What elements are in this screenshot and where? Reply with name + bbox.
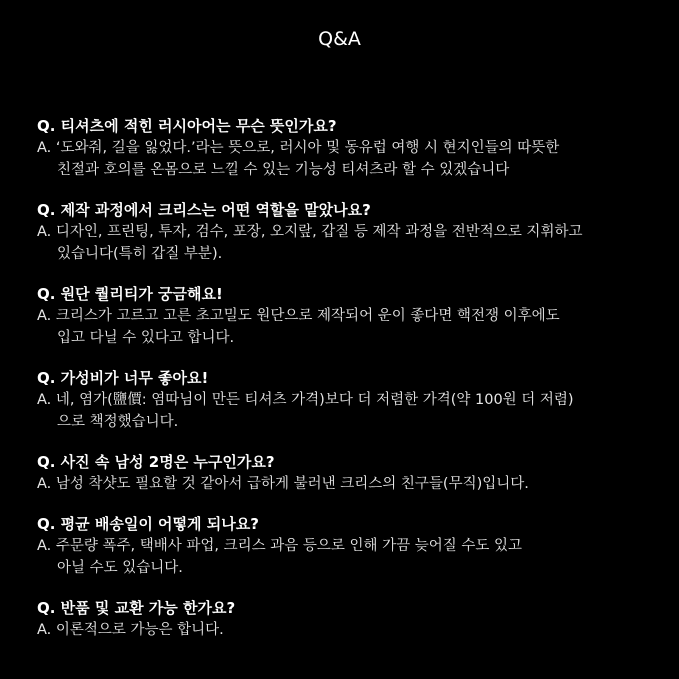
faq-item [37,367,657,433]
faq-item [37,115,657,181]
faq-item [37,513,657,579]
faq-answer [37,221,657,265]
faq-answer-line: 아닐 수도 있습니다. [57,560,183,576]
faq-question: Q. 가성비가 너무 좋아요! [37,369,209,387]
faq-answer [37,535,657,579]
faq-answer [37,473,657,495]
faq-answer-line: A. 주문량 폭주, 택배사 파업, 크리스 과음 등으로 인해 가끔 늦어질 수도 있고 [37,538,523,554]
faq-answer [37,137,657,181]
faq-item [37,451,657,495]
faq-answer-line: 으로 책정했습니다. [57,414,179,430]
faq-item [37,597,657,641]
faq-question: Q. 티셔츠에 적힌 러시아어는 무슨 뜻인가요? [37,117,337,135]
faq-answer-line: 있습니다(특히 갑질 부분). [57,246,223,262]
faq-answer-line: A. 이론적으로 가능은 합니다. [37,622,224,638]
faq-item [37,283,657,349]
faq-question: Q. 원단 퀄리티가 궁금해요! [37,285,223,303]
faq-question: Q. 사진 속 남성 2명은 누구인가요? [37,453,275,471]
page-title: Q&A [318,28,361,50]
faq-question: Q. 제작 과정에서 크리스는 어떤 역할을 맡았나요? [37,201,371,219]
faq-list [37,115,657,659]
faq-question: Q. 평균 배송일이 어떻게 되나요? [37,515,259,533]
faq-answer [37,619,657,641]
faq-answer-line: A. 네, 염가(鹽價: 염따님이 만든 티셔츠 가격)보다 더 저렴한 가격(약 100원 더 저렴) [37,392,574,408]
faq-answer-line: A. ‘도와줘, 길을 잃었다.’라는 뜻으로, 러시아 및 동유럽 여행 시 현지인들의 따뜻한 [37,140,560,156]
faq-answer [37,305,657,349]
faq-item [37,199,657,265]
faq-answer-line: 입고 다닐 수 있다고 합니다. [57,330,235,346]
faq-answer-line: A. 크리스가 고르고 고른 초고밀도 원단으로 제작되어 운이 좋다면 핵전쟁 이후에도 [37,308,560,324]
faq-answer-line: A. 디자인, 프린팅, 투자, 검수, 포장, 오지랖, 갑질 등 제작 과정을 전반적으로 지휘하고 [37,224,583,240]
faq-answer-line: 친절과 호의를 온몸으로 느낄 수 있는 기능성 티셔츠라 할 수 있겠습니다 [57,162,510,178]
faq-answer-line: A. 남성 착샷도 필요할 것 같아서 급하게 불러낸 크리스의 친구들(무직)입니다. [37,476,529,492]
faq-question: Q. 반품 및 교환 가능 한가요? [37,599,236,617]
faq-answer [37,389,657,433]
